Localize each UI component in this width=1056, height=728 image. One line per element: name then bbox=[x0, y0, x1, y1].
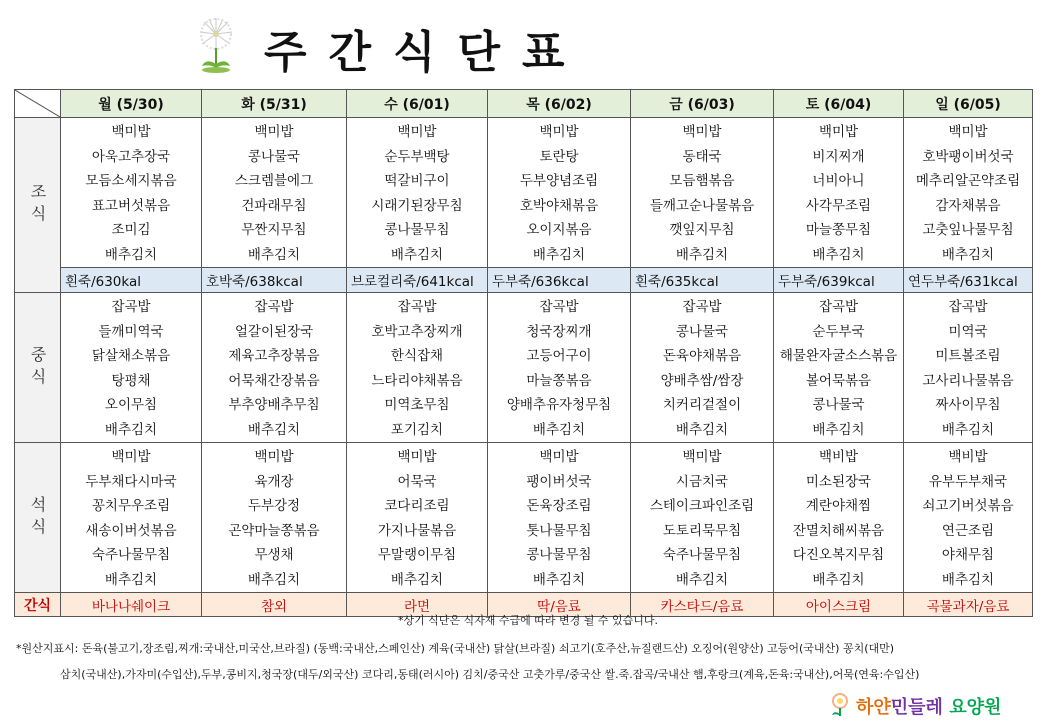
meal-label: 석식 bbox=[15, 443, 61, 593]
menu-item: 백미밥 bbox=[254, 449, 294, 465]
origin-line: *원산지표시: 돈육(불고기,장조림,찌개:국내산,미국산,브라질) (동백:국내산,스페인산) 계육(국내산) 닭살(브라질) 쇠고기(호주산,뉴질랜드산) 오징어(원양산) 고등어(국내산) 꽁치(대만) bbox=[16, 642, 895, 655]
menu-item: 배추김치 bbox=[532, 246, 586, 263]
menu-item: 미역초무침 bbox=[384, 397, 450, 413]
corner-cell bbox=[15, 90, 61, 118]
menu-item: 잡곡밥 bbox=[111, 299, 151, 315]
menu-item: 배추김치 bbox=[532, 571, 586, 588]
menu-item: 호박팽이버섯국 bbox=[922, 148, 1014, 165]
menu-item: 백미밥 bbox=[111, 124, 151, 140]
snack-cell: 카스타드/음료 bbox=[631, 593, 774, 617]
menu-item: 동태국 bbox=[682, 148, 722, 165]
menu-item: 고춧잎나물무침 bbox=[922, 222, 1014, 238]
menu-cell bbox=[488, 118, 631, 268]
meal-label: 조식 bbox=[15, 118, 61, 293]
menu-item: 배추김치 bbox=[104, 571, 158, 588]
menu-item: 배추김치 bbox=[941, 571, 995, 588]
brand-logo bbox=[828, 690, 1038, 720]
menu-item: 배추김치 bbox=[247, 246, 301, 263]
menu-item: 무짠지무침 bbox=[241, 222, 307, 238]
menu-item: 배추김치 bbox=[941, 246, 995, 263]
menu-item: 무말랭이무침 bbox=[377, 547, 457, 563]
origin-line: 삼치(국내산),가자미(수입산),두부,콩비지,청국장(대두/외국산) 코다리,동태(러시아) 김치/중국산 고춧가루/중국산 쌀.죽.잡곡/국내산 햄,후랑크(계육,돈육:국내산),어묵(연육:수입산) bbox=[60, 668, 920, 681]
menu-item: 유부두부채국 bbox=[928, 473, 1008, 490]
menu-item: 짜사이무침 bbox=[935, 397, 1001, 413]
menu-item: 오이무침 bbox=[104, 397, 158, 413]
menu-item: 두부채다시마국 bbox=[85, 473, 177, 490]
day-header: 목 (6/02) bbox=[488, 90, 631, 118]
menu-item: 마늘쫑무침 bbox=[805, 222, 872, 238]
menu-item: 콩나물무침 bbox=[526, 547, 592, 563]
menu-cell bbox=[631, 293, 774, 443]
menu-item: 코다리조림 bbox=[384, 498, 450, 514]
menu-item: 백미밥 bbox=[111, 449, 151, 465]
menu-item: 도토리묵무침 bbox=[662, 522, 742, 539]
menu-item: 톳나물무침 bbox=[526, 522, 592, 539]
menu-item: 시금치국 bbox=[675, 473, 729, 490]
menu-item: 배추김치 bbox=[390, 571, 444, 588]
menu-item: 돈육야채볶음 bbox=[662, 348, 742, 364]
porridge-cell: 연두부죽/631kcal bbox=[904, 268, 1033, 293]
porridge-cell: 두부죽/639kcal bbox=[774, 268, 904, 293]
menu-cell bbox=[61, 118, 202, 268]
menu-cell bbox=[488, 293, 631, 443]
menu-item: 콩나물국 bbox=[812, 397, 865, 413]
menu-item: 깻잎지무침 bbox=[669, 222, 735, 238]
menu-item: 오이지볶음 bbox=[526, 222, 592, 238]
menu-item: 새송이버섯볶음 bbox=[85, 522, 177, 539]
menu-item: 백미밥 bbox=[254, 124, 294, 140]
menu-item: 배추김치 bbox=[104, 421, 158, 438]
brand-part: 요양원 bbox=[942, 697, 1002, 718]
menu-cell bbox=[347, 443, 488, 593]
menu-table bbox=[14, 89, 1033, 617]
snack-cell: 참외 bbox=[202, 593, 347, 617]
menu-item: 콩나물국 bbox=[247, 148, 301, 165]
menu-item: 제육고추장볶음 bbox=[228, 348, 320, 364]
menu-item: 꽁치무우조림 bbox=[91, 498, 171, 514]
menu-item: 치커리겉절이 bbox=[662, 397, 742, 413]
menu-item: 어묵국 bbox=[397, 473, 437, 490]
menu-item: 콩나물국 bbox=[675, 323, 729, 340]
menu-item: 육개장 bbox=[254, 473, 294, 490]
menu-item: 양배추유자청무침 bbox=[506, 397, 612, 413]
menu-item: 배추김치 bbox=[247, 421, 301, 438]
menu-item: 백미밥 bbox=[539, 449, 579, 465]
menu-item: 다진오복지무침 bbox=[792, 547, 885, 563]
menu-item: 백미밥 bbox=[818, 124, 859, 140]
menu-item: 백미밥 bbox=[948, 124, 988, 140]
brand-flower-icon bbox=[828, 692, 852, 718]
menu-cell bbox=[347, 293, 488, 443]
menu-cell bbox=[904, 118, 1033, 268]
menu-item: 너비아니 bbox=[812, 173, 865, 189]
menu-cell bbox=[61, 443, 202, 593]
menu-item: 순두부백탕 bbox=[384, 148, 450, 165]
menu-item: 백비밥 bbox=[818, 449, 859, 465]
porridge-cell: 두부죽/636kcal bbox=[488, 268, 631, 293]
menu-item: 아욱고추장국 bbox=[91, 148, 171, 165]
menu-cell bbox=[631, 443, 774, 593]
menu-item: 미소된장국 bbox=[805, 473, 872, 490]
menu-item: 부추양배추무침 bbox=[228, 397, 320, 413]
menu-item: 두부양념조림 bbox=[519, 173, 599, 189]
menu-item: 숙주나물무침 bbox=[91, 547, 171, 563]
menu-item: 사각무조림 bbox=[805, 197, 872, 214]
day-header: 월 (5/30) bbox=[61, 90, 202, 118]
menu-cell bbox=[202, 118, 347, 268]
menu-item: 떡갈비구이 bbox=[384, 173, 450, 189]
title-area bbox=[190, 8, 650, 78]
menu-item: 연근조림 bbox=[941, 522, 995, 539]
menu-cell bbox=[904, 443, 1033, 593]
menu-cell bbox=[904, 293, 1033, 443]
menu-item: 팽이버섯국 bbox=[526, 473, 592, 490]
menu-item: 볼어묵볶음 bbox=[805, 372, 872, 389]
menu-item: 어묵채간장볶음 bbox=[228, 372, 320, 389]
menu-item: 토란탕 bbox=[539, 148, 579, 165]
menu-item: 백비밥 bbox=[948, 449, 988, 465]
menu-cell bbox=[202, 293, 347, 443]
menu-item: 표고버섯볶음 bbox=[91, 197, 171, 214]
meal-row bbox=[15, 443, 1033, 593]
menu-item: 배추김치 bbox=[532, 421, 586, 438]
day-header: 수 (6/01) bbox=[347, 90, 488, 118]
menu-item: 가지나물볶음 bbox=[377, 522, 457, 539]
menu-item: 모듬햄볶음 bbox=[669, 173, 735, 189]
menu-item: 백미밥 bbox=[682, 124, 722, 140]
menu-item: 건파래무침 bbox=[241, 197, 307, 214]
porridge-cell: 브로컬리죽/641kcal bbox=[347, 268, 488, 293]
menu-item: 계란야채찜 bbox=[805, 498, 872, 514]
menu-item: 백미밥 bbox=[397, 449, 437, 465]
day-header: 일 (6/05) bbox=[904, 90, 1033, 118]
menu-item: 돈육장조림 bbox=[526, 498, 592, 514]
brand-name bbox=[856, 693, 1001, 719]
menu-item: 무생채 bbox=[254, 547, 294, 563]
snack-cell: 딱/음료 bbox=[488, 593, 631, 617]
menu-item: 탕평채 bbox=[111, 372, 151, 389]
meal-row bbox=[15, 118, 1033, 268]
menu-item: 얼갈이된장국 bbox=[234, 323, 314, 340]
menu-item: 미역국 bbox=[948, 323, 988, 340]
menu-item: 배추김치 bbox=[675, 421, 729, 438]
menu-item: 메추리알곤약조림 bbox=[915, 173, 1021, 189]
snack-cell: 곡물과자/음료 bbox=[904, 593, 1033, 617]
menu-item: 해물완자굴소스볶음 bbox=[779, 348, 898, 364]
menu-item: 잔멸치해씨볶음 bbox=[792, 522, 885, 539]
snack-label: 간식 bbox=[15, 593, 61, 617]
meal-row bbox=[15, 293, 1033, 443]
menu-item: 고사리나물볶음 bbox=[922, 372, 1014, 389]
menu-item: 들깨고순나물볶음 bbox=[649, 197, 755, 214]
snack-cell: 아이스크림 bbox=[774, 593, 904, 617]
menu-item: 시래기된장무침 bbox=[371, 197, 463, 214]
menu-item: 잡곡밥 bbox=[948, 299, 988, 315]
porridge-cell: 흰죽/635kcal bbox=[631, 268, 774, 293]
menu-item: 한식잡채 bbox=[390, 348, 444, 364]
menu-item: 들깨미역국 bbox=[98, 323, 164, 340]
menu-item: 청국장찌개 bbox=[526, 323, 592, 340]
snack-cell: 라면 bbox=[347, 593, 488, 617]
menu-item: 고등어구이 bbox=[526, 348, 592, 364]
menu-item: 배추김치 bbox=[390, 246, 444, 263]
menu-item: 미트볼조림 bbox=[935, 348, 1001, 364]
menu-item: 스크렘블에그 bbox=[234, 173, 314, 189]
menu-item: 느타리야채볶음 bbox=[371, 372, 463, 389]
menu-item: 배추김치 bbox=[247, 571, 301, 588]
menu-item: 호박야채볶음 bbox=[519, 197, 599, 214]
menu-cell bbox=[774, 443, 904, 593]
menu-item: 조미김 bbox=[111, 222, 151, 238]
menu-item: 비지찌개 bbox=[812, 148, 865, 165]
menu-cell bbox=[61, 293, 202, 443]
menu-item: 잡곡밥 bbox=[397, 299, 437, 315]
menu-item: 배추김치 bbox=[104, 246, 158, 263]
page-title: 주간식단표 bbox=[264, 27, 587, 78]
menu-cell bbox=[774, 118, 904, 268]
snack-cell: 바나나쉐이크 bbox=[61, 593, 202, 617]
origin-labeling bbox=[16, 636, 1036, 688]
menu-item: 마늘쫑볶음 bbox=[526, 372, 592, 389]
menu-item: 양배추쌈/쌈장 bbox=[660, 372, 744, 389]
menu-item: 숙주나물무침 bbox=[662, 547, 742, 563]
brand-part: 하얀 bbox=[856, 697, 891, 718]
menu-cell bbox=[631, 118, 774, 268]
menu-item: 스테이크파인조림 bbox=[649, 498, 755, 514]
change-notice: *상기 식단은 식자재 수급에 따라 변경 될 수 있습니다. bbox=[397, 614, 659, 627]
dandelion-icon bbox=[190, 14, 242, 74]
menu-item: 백미밥 bbox=[682, 449, 722, 465]
brand-part: 민들레 bbox=[890, 697, 943, 718]
menu-item: 감자채볶음 bbox=[935, 197, 1001, 214]
menu-item: 잡곡밥 bbox=[818, 299, 859, 315]
menu-item: 백미밥 bbox=[397, 124, 437, 140]
menu-item: 야채무침 bbox=[941, 547, 995, 563]
menu-item: 포기김치 bbox=[390, 421, 444, 438]
header-row bbox=[15, 90, 1033, 118]
menu-item: 순두부국 bbox=[812, 323, 865, 340]
day-header: 토 (6/04) bbox=[774, 90, 904, 118]
menu-item: 배추김치 bbox=[812, 421, 865, 438]
porridge-row bbox=[15, 268, 1033, 293]
menu-item: 백미밥 bbox=[539, 124, 579, 140]
menu-item: 배추김치 bbox=[675, 246, 729, 263]
menu-item: 콩나물무침 bbox=[384, 222, 450, 238]
menu-cell bbox=[774, 293, 904, 443]
menu-item: 잡곡밥 bbox=[254, 299, 294, 315]
menu-item: 두부강정 bbox=[247, 498, 301, 514]
menu-item: 배추김치 bbox=[812, 571, 865, 588]
day-header: 금 (6/03) bbox=[631, 90, 774, 118]
day-header: 화 (5/31) bbox=[202, 90, 347, 118]
menu-item: 배추김치 bbox=[812, 246, 865, 263]
menu-item: 닭살채소볶음 bbox=[91, 348, 171, 364]
menu-item: 모듬소세지볶음 bbox=[85, 173, 177, 189]
meal-label: 중식 bbox=[15, 293, 61, 443]
menu-item: 쇠고기버섯볶음 bbox=[922, 498, 1014, 514]
menu-cell bbox=[202, 443, 347, 593]
menu-item: 호박고추장찌개 bbox=[371, 323, 463, 340]
menu-item: 곤약마늘쫑볶음 bbox=[228, 522, 320, 539]
porridge-cell: 흰죽/630kal bbox=[61, 268, 202, 293]
menu-item: 배추김치 bbox=[941, 421, 995, 438]
menu-cell bbox=[347, 118, 488, 268]
porridge-cell: 호박죽/638kcal bbox=[202, 268, 347, 293]
menu-item: 배추김치 bbox=[675, 571, 729, 588]
menu-item: 잡곡밥 bbox=[682, 299, 722, 315]
menu-item: 잡곡밥 bbox=[539, 299, 579, 315]
menu-cell bbox=[488, 443, 631, 593]
